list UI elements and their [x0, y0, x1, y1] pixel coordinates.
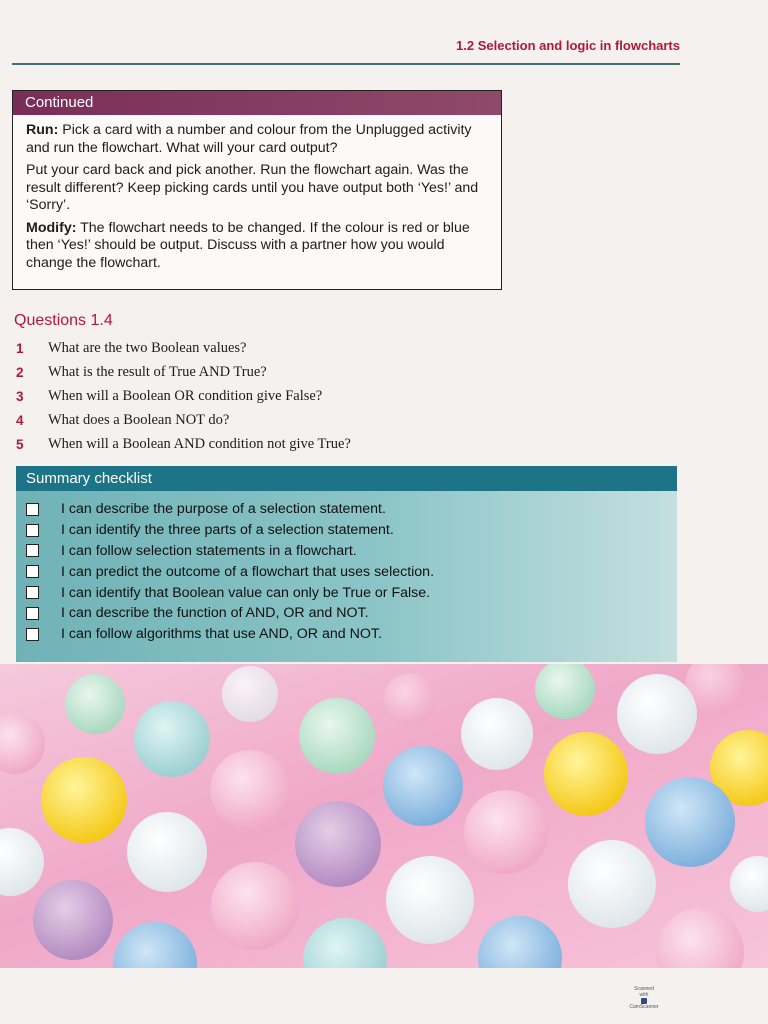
- continued-activity-box: [12, 90, 502, 290]
- question-text: What does a Boolean NOT do?: [48, 411, 230, 428]
- questions-heading: Questions 1.4: [14, 312, 113, 329]
- checklist-item: [26, 582, 677, 603]
- modify-label: Modify:: [26, 219, 77, 236]
- checklist-item: [26, 541, 677, 562]
- header-divider: [12, 63, 680, 65]
- checklist-label: I can describe the purpose of a selection statement.: [61, 501, 386, 518]
- run-text: Pick a card with a number and colour from the Unplugged activity and run the flowchart. What will your card output?: [26, 122, 472, 156]
- checkbox[interactable]: [26, 565, 39, 578]
- scanner-line2-row: [629, 998, 659, 1010]
- question-item: [16, 384, 516, 408]
- pompom-illustration: [0, 664, 768, 968]
- checklist-item: [26, 561, 677, 582]
- question-number: 1: [16, 340, 24, 356]
- checklist-item: [26, 624, 677, 645]
- question-number: 3: [16, 388, 24, 404]
- checkbox[interactable]: [26, 607, 39, 620]
- questions-list: [16, 336, 516, 456]
- scanner-line2: CamScanner: [629, 1004, 659, 1011]
- camscanner-icon: [641, 998, 647, 1004]
- summary-banner: Summary checklist: [16, 466, 677, 491]
- checklist-label: I can identify that Boolean value can only be True or False.: [61, 584, 431, 601]
- checkbox[interactable]: [26, 524, 39, 537]
- modify-paragraph: [26, 220, 489, 273]
- checkbox[interactable]: [26, 586, 39, 599]
- checklist-label: I can follow selection statements in a flowchart.: [61, 542, 357, 559]
- question-item: [16, 408, 516, 432]
- question-number: 5: [16, 436, 24, 452]
- question-text: What is the result of True AND True?: [48, 363, 267, 380]
- checklist-label: I can describe the function of AND, OR and NOT.: [61, 605, 369, 622]
- summary-items: [16, 491, 677, 645]
- question-item: [16, 360, 516, 384]
- summary-checklist-box: [16, 466, 677, 662]
- continued-banner: Continued: [13, 91, 501, 115]
- scanner-line1: Scanned with: [634, 986, 654, 998]
- checklist-item: [26, 499, 677, 520]
- question-number: 2: [16, 364, 24, 380]
- question-text: What are the two Boolean values?: [48, 339, 247, 356]
- pompom-photo: [0, 664, 768, 968]
- checkbox[interactable]: [26, 503, 39, 516]
- checkbox[interactable]: [26, 544, 39, 557]
- checkbox[interactable]: [26, 628, 39, 641]
- question-number: 4: [16, 412, 24, 428]
- run-paragraph: [26, 122, 489, 157]
- checklist-item: [26, 520, 677, 541]
- question-item: [16, 432, 516, 456]
- run-label: Run:: [26, 122, 59, 138]
- checklist-item: [26, 603, 677, 624]
- question-item: [16, 336, 516, 360]
- page-header-title: 1.2 Selection and logic in flowcharts: [456, 38, 680, 53]
- continued-body: [13, 115, 501, 272]
- checklist-label: I can identify the three parts of a selection statement.: [61, 522, 394, 539]
- checklist-label: I can follow algorithms that use AND, OR and NOT.: [61, 626, 382, 643]
- question-text: When will a Boolean OR condition give False?: [48, 387, 323, 404]
- checklist-label: I can predict the outcome of a flowchart that uses selection.: [61, 563, 435, 580]
- question-text: When will a Boolean AND condition not give True?: [48, 435, 351, 452]
- put-paragraph: Put your card back and pick another. Run the flowchart again. Was the result different? Keep picking cards until you have output both ‘Yes!’ and ‘Sorry’.: [26, 162, 479, 213]
- scanner-watermark: [629, 986, 659, 1010]
- modify-text: The flowchart needs to be changed. If the colour is red or blue then ‘Yes!’ should be output. Discuss with a partner how you would change the flowchart.: [26, 219, 470, 271]
